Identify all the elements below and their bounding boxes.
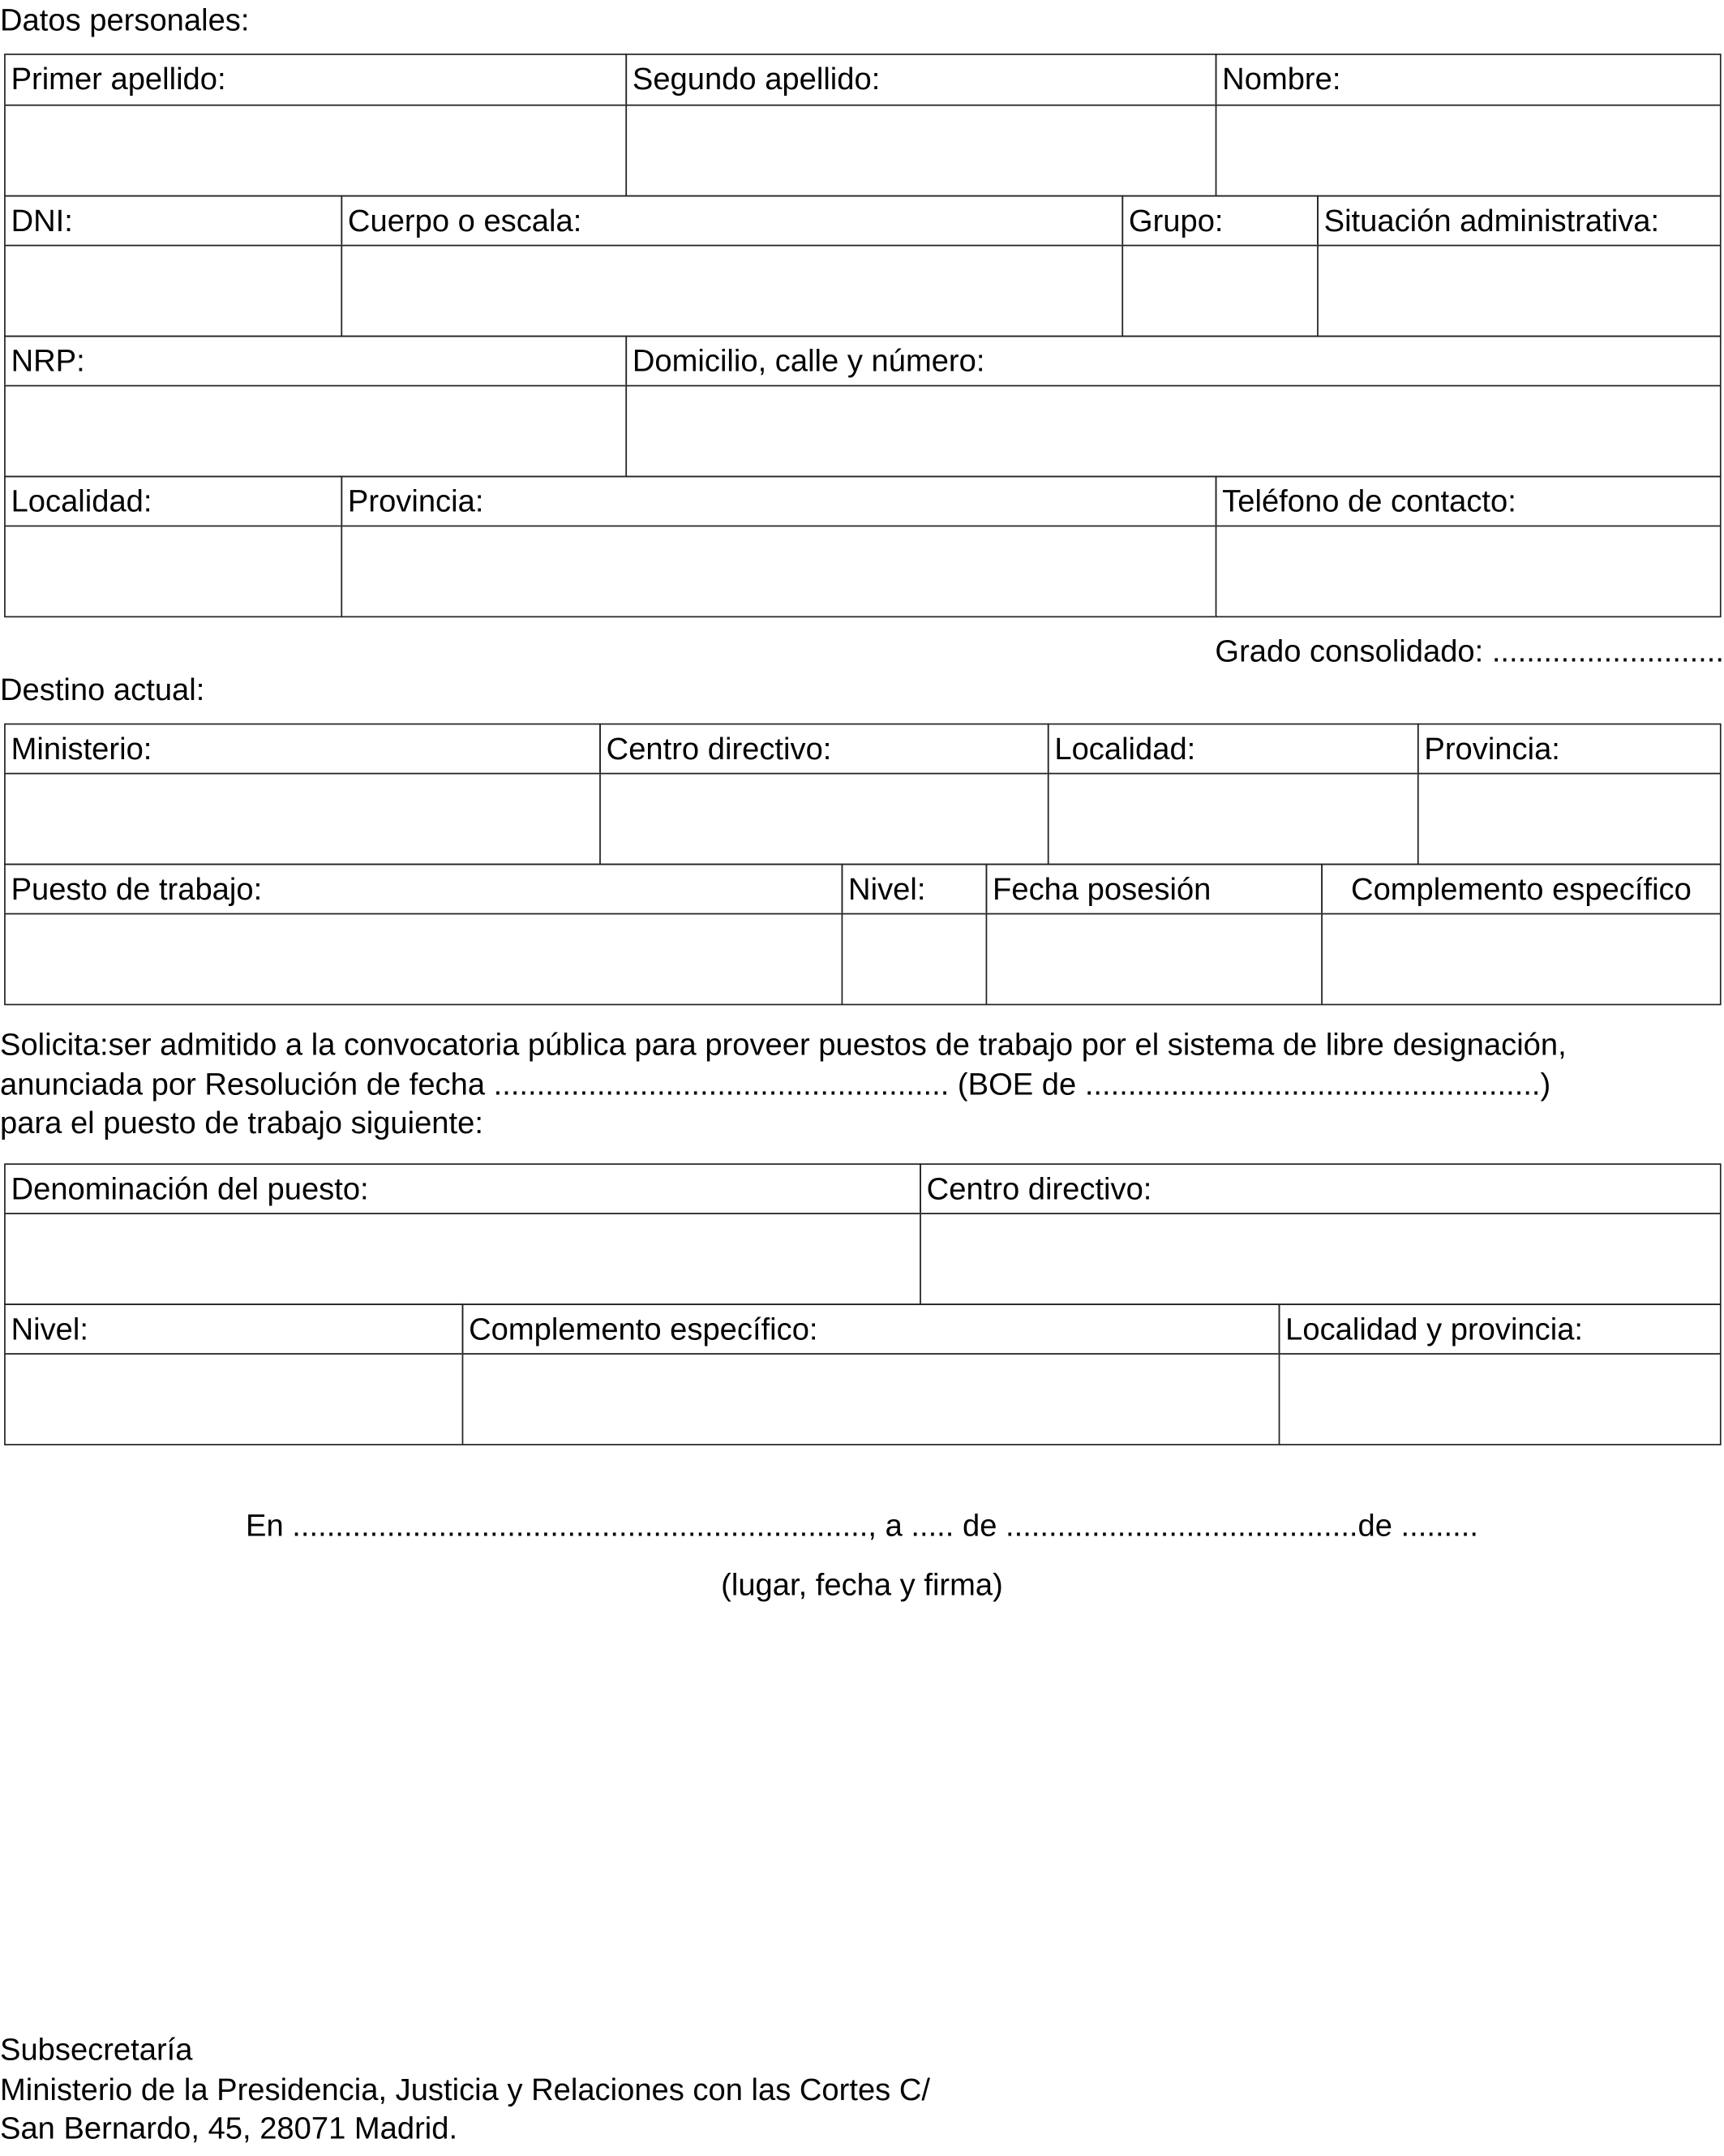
puesto-nivel-field[interactable] (4, 1353, 463, 1445)
puesto-nivel-label: Nivel: (4, 1303, 463, 1355)
destino-nivel-label: Nivel: (842, 864, 988, 915)
destino-complemento-field[interactable] (1321, 913, 1721, 1006)
nrp-label: NRP: (4, 336, 627, 387)
cuerpo-escala-label: Cuerpo o escala: (341, 195, 1123, 247)
puesto-localidad-provincia-label: Localidad y provincia: (1279, 1303, 1722, 1355)
localidad-label: Localidad: (4, 476, 342, 527)
footer-line-3: San Bernardo, 45, 28071 Madrid. (0, 2111, 458, 2145)
footer-line-2: Ministerio de la Presidencia, Justicia y Relaciones con las Cortes C/ (0, 2072, 930, 2107)
nombre-label: Nombre: (1216, 54, 1722, 105)
destino-provincia-label: Provincia: (1417, 724, 1722, 775)
destino-fecha-posesion-label: Fecha posesión (986, 864, 1323, 915)
solicita-line-3: para el puesto de trabajo siguiente: (0, 1106, 483, 1140)
puesto-complemento-field[interactable] (462, 1353, 1280, 1445)
primer-apellido-field[interactable] (4, 105, 627, 197)
situacion-administrativa-label: Situación administrativa: (1317, 195, 1721, 247)
destino-fecha-posesion-field[interactable] (986, 913, 1323, 1006)
solicita-line-2: anunciada por Resolución de fecha ..................................................... (BOE de .....................................................) (0, 1067, 1551, 1102)
destino-complemento-label: Complemento específico (1321, 864, 1721, 915)
nombre-field[interactable] (1216, 105, 1722, 197)
dni-field[interactable] (4, 245, 342, 337)
puesto-complemento-label: Complemento específico: (462, 1303, 1280, 1355)
grupo-field[interactable] (1121, 245, 1318, 337)
dni-label: DNI: (4, 195, 342, 247)
section-heading-destino: Destino actual: (0, 672, 205, 707)
localidad-field[interactable] (4, 526, 342, 618)
segundo-apellido-label: Segundo apellido: (625, 54, 1216, 105)
puesto-denominacion-field[interactable] (4, 1213, 921, 1305)
destino-puesto-label: Puesto de trabajo: (4, 864, 843, 915)
destino-provincia-field[interactable] (1417, 773, 1722, 865)
telefono-field[interactable] (1216, 526, 1722, 618)
destino-localidad-label: Localidad: (1048, 724, 1419, 775)
puesto-centro-directivo-label: Centro directivo: (920, 1163, 1721, 1214)
solicita-line-1: Solicita:ser admitido a la convocatoria pública para proveer puestos de trabajo por el sistema de libre designación, (0, 1027, 1567, 1062)
domicilio-field[interactable] (625, 385, 1721, 478)
primer-apellido-label: Primer apellido: (4, 54, 627, 105)
destino-ministerio-label: Ministerio: (4, 724, 601, 775)
destino-localidad-field[interactable] (1048, 773, 1419, 865)
footer-line-1: Subsecretaría (0, 2032, 193, 2068)
destino-centro-directivo-field[interactable] (599, 773, 1049, 865)
domicilio-label: Domicilio, calle y número: (625, 336, 1721, 387)
provincia-field[interactable] (341, 526, 1216, 618)
provincia-label: Provincia: (341, 476, 1216, 527)
puesto-denominacion-label: Denominación del puesto: (4, 1163, 921, 1214)
nrp-field[interactable] (4, 385, 627, 478)
puesto-localidad-provincia-field[interactable] (1279, 1353, 1722, 1445)
destino-puesto-field[interactable] (4, 913, 843, 1006)
puesto-centro-directivo-field[interactable] (920, 1213, 1721, 1305)
destino-ministerio-field[interactable] (4, 773, 601, 865)
signature-caption: (lugar, fecha y firma) (721, 1567, 1003, 1603)
destino-nivel-field[interactable] (842, 913, 988, 1006)
section-heading-personal: Datos personales: (0, 2, 250, 37)
segundo-apellido-field[interactable] (625, 105, 1216, 197)
cuerpo-escala-field[interactable] (341, 245, 1123, 337)
signature-line: En ..................................................................., a ..... de .........................................de ......... (246, 1508, 1478, 1544)
situacion-administrativa-field[interactable] (1317, 245, 1721, 337)
grado-consolidado: Grado consolidado: ........................... (1215, 633, 1724, 668)
destino-centro-directivo-label: Centro directivo: (599, 724, 1049, 775)
telefono-label: Teléfono de contacto: (1216, 476, 1722, 527)
grupo-label: Grupo: (1121, 195, 1318, 247)
